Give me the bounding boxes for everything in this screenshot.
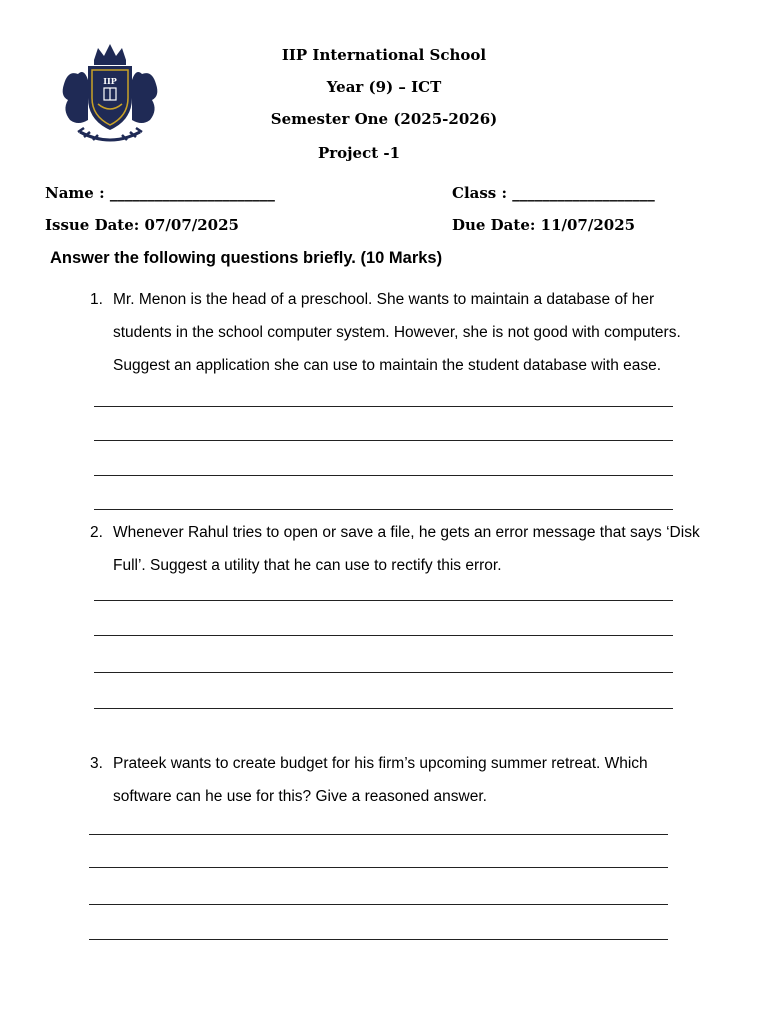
year-subject: Year (9) – ICT: [326, 78, 442, 96]
project-title: Project -1: [317, 144, 401, 162]
question-line: Mr. Menon is the head of a preschool. She wants to maintain a database of her: [113, 291, 655, 308]
answer-line[interactable]: [94, 600, 673, 601]
name-field: Name : ______________________: [45, 184, 275, 202]
answer-line[interactable]: [89, 939, 668, 940]
question-number: 3.: [90, 755, 103, 772]
question-line: Full’. Suggest a utility that he can use to rectify this error.: [113, 557, 502, 574]
crest-monogram: IIP: [103, 76, 117, 86]
answer-line[interactable]: [89, 834, 668, 835]
question-2-text: [113, 516, 700, 582]
class-field: Class : ___________________: [452, 184, 655, 202]
question-number: 1.: [90, 291, 103, 308]
question-line: software can he use for this? Give a reasoned answer.: [113, 788, 487, 805]
question-1-text: [113, 283, 681, 382]
answer-line[interactable]: [94, 475, 673, 476]
answer-line[interactable]: [94, 440, 673, 441]
answer-line[interactable]: [94, 672, 673, 673]
instructions: Answer the following questions briefly. (10 Marks): [50, 249, 443, 267]
question-line: Whenever Rahul tries to open or save a file, he gets an error message that says ‘Disk: [113, 524, 700, 541]
school-name: IIP International School: [281, 46, 487, 64]
question-line: students in the school computer system. However, she is not good with computers.: [113, 324, 681, 341]
question-number: 2.: [90, 524, 103, 541]
due-date: Due Date: 11/07/2025: [452, 216, 636, 234]
answer-line[interactable]: [89, 867, 668, 868]
answer-line[interactable]: [94, 708, 673, 709]
answer-line[interactable]: [94, 635, 673, 636]
question-line: Suggest an application she can use to maintain the student database with ease.: [113, 357, 662, 374]
question-line: Prateek wants to create budget for his firm’s upcoming summer retreat. Which: [113, 755, 648, 772]
semester: Semester One (2025-2026): [270, 110, 498, 128]
answer-line[interactable]: [89, 904, 668, 905]
answer-line[interactable]: [94, 406, 673, 407]
question-3-text: [113, 747, 648, 813]
answer-line[interactable]: [94, 509, 673, 510]
issue-date: Issue Date: 07/07/2025: [45, 216, 239, 234]
